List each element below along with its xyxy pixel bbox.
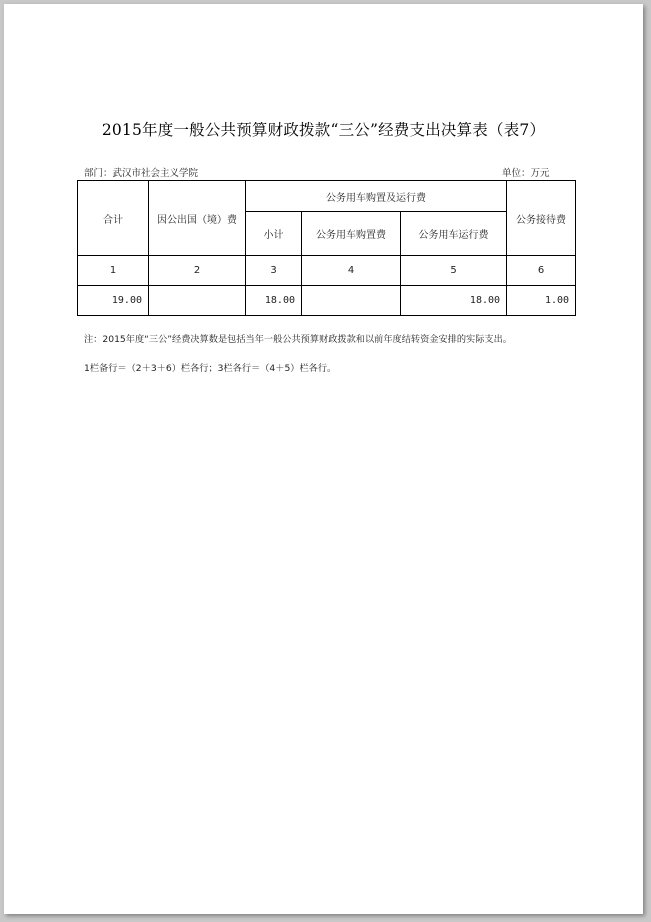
- header-row-1: [78, 181, 576, 212]
- value-abroad: [149, 286, 246, 316]
- column-number: 1: [78, 256, 149, 286]
- column-number-row: [78, 256, 576, 286]
- header-subtotal: 小计: [246, 212, 302, 256]
- column-number: 2: [149, 256, 246, 286]
- column-number: 4: [302, 256, 401, 286]
- expenditure-table: [77, 180, 576, 316]
- value-reception: 1.00: [507, 286, 576, 316]
- value-vehicle-purchase: [302, 286, 401, 316]
- footnote: 1栏备行＝（2＋3＋6）栏各行；3栏各行＝（4＋5）栏各行。: [84, 363, 337, 374]
- department-label: 部门：武汉市社会主义学院: [84, 168, 199, 179]
- document-page: [4, 4, 643, 914]
- page-title: 2015年度一般公共预算财政拨款“三公”经费支出决算表（表7）: [101, 121, 546, 139]
- column-number: 6: [507, 256, 576, 286]
- value-subtotal: 18.00: [246, 286, 302, 316]
- header-reception: 公务接待费: [507, 181, 576, 256]
- header-vehicle-purchase: 公务用车购置费: [302, 212, 401, 256]
- header-vehicle-operation: 公务用车运行费: [401, 212, 507, 256]
- value-row: [78, 286, 576, 316]
- column-number: 5: [401, 256, 507, 286]
- unit-label: 单位：万元: [502, 168, 550, 179]
- value-vehicle-operation: 18.00: [401, 286, 507, 316]
- header-abroad: 因公出国（境）费: [149, 181, 246, 256]
- column-number: 3: [246, 256, 302, 286]
- header-total: 合计: [78, 181, 149, 256]
- header-vehicle-group: 公务用车购置及运行费: [246, 181, 507, 212]
- footnote: 注：2015年度“三公”经费决算数是包括当年一般公共预算财政拨款和以前年度结转资金安排的实际支出。: [84, 334, 512, 345]
- value-total: 19.00: [78, 286, 149, 316]
